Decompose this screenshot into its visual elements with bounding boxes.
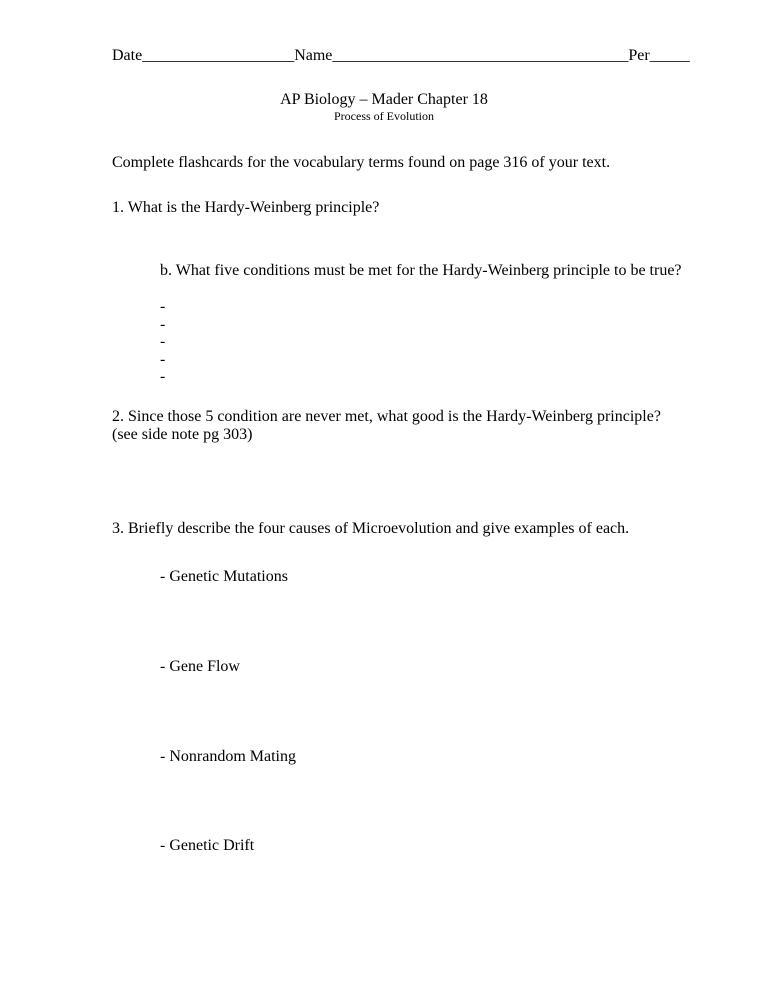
condition-list: [160, 298, 165, 386]
cause-genetic-mutations: - Genetic Mutations: [160, 568, 288, 585]
condition-dash-2: -: [160, 315, 166, 333]
cause-nonrandom-mating: - Nonrandom Mating: [160, 748, 296, 765]
page-title: AP Biology – Mader Chapter 18: [280, 91, 488, 108]
condition-dash-5: -: [160, 368, 166, 385]
question-3: 3. Briefly describe the four causes of Microevolution and give examples of each.: [112, 520, 630, 537]
question-1b: b. What five conditions must be met for the Hardy-Weinberg principle to be true?: [160, 262, 682, 279]
question-1: 1. What is the Hardy-Weinberg principle?: [112, 199, 380, 216]
cause-genetic-drift: - Genetic Drift: [160, 837, 255, 854]
question-2-line-1: 2. Since those 5 condition are never met, what good is the Hardy-Weinberg principle?: [112, 408, 661, 425]
page-subtitle: Process of Evolution: [334, 109, 434, 123]
question-2-line-2: (see side note pg 303): [112, 426, 253, 443]
condition-dash-4: -: [160, 350, 166, 368]
question-2: [112, 408, 661, 444]
condition-dash-1: -: [160, 298, 166, 315]
instructions: Complete flashcards for the vocabulary terms found on page 316 of your text.: [112, 154, 611, 171]
condition-dash-3: -: [160, 333, 166, 350]
header-fields: Date___________________Name_____________________________________Per_____: [112, 47, 690, 64]
cause-gene-flow: - Gene Flow: [160, 658, 240, 675]
